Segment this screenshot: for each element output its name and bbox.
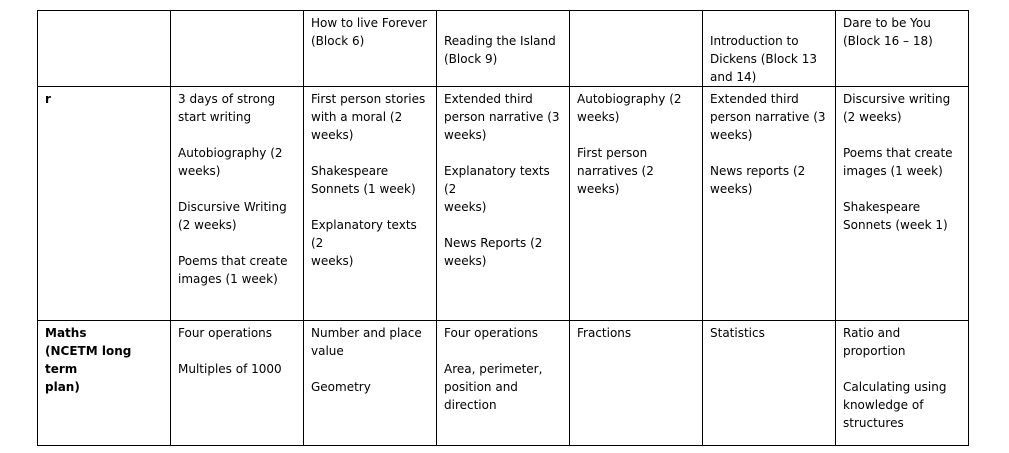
unit-text: News Reports (2 weeks) (444, 236, 543, 268)
curriculum-table (37, 10, 969, 446)
unit-text: Autobiography (2 weeks) (577, 92, 682, 124)
header-cell-block-13-14 (703, 11, 836, 87)
unit-text: Area, perimeter, position and direction (444, 362, 543, 412)
header-text: Dickens (Block 13 (710, 52, 817, 66)
unit-text: 3 days of strong start writing (178, 92, 276, 124)
header-text: Introduction to (710, 34, 799, 48)
table-cell (171, 11, 304, 87)
unit-text: Extended third person narrative (3 weeks) (444, 92, 560, 142)
subject-cell (38, 321, 171, 446)
subject-label: r (45, 92, 51, 106)
header-text: How to live Forever (311, 16, 428, 30)
table-cell (304, 87, 437, 321)
header-cell-block-6 (304, 11, 437, 87)
unit-text: News reports (2 weeks) (710, 164, 806, 196)
header-text: and 14) (710, 70, 757, 84)
table-cell (570, 321, 703, 446)
table-row (38, 321, 969, 446)
unit-text: Explanatory texts (2 weeks) (311, 218, 417, 268)
unit-text: First person stories with a moral (2 weeks) (311, 92, 426, 142)
unit-text: Number and place value (311, 326, 422, 358)
header-text: Dare to be You (843, 16, 931, 30)
unit-text: Discursive writing (2 weeks) (843, 92, 951, 124)
table-cell (836, 87, 969, 321)
unit-text: Poems that create images (1 week) (178, 254, 288, 286)
table-cell (38, 11, 171, 87)
subject-cell (38, 87, 171, 321)
table-cell (703, 321, 836, 446)
table-row (38, 87, 969, 321)
unit-text: Statistics (710, 326, 765, 340)
header-text: (Block 6) (311, 34, 365, 48)
header-cell-block-16-18 (836, 11, 969, 87)
table-cell (703, 87, 836, 321)
table-row (38, 11, 969, 87)
unit-text: Poems that create images (1 week) (843, 146, 953, 178)
header-text: (Block 16 – 18) (843, 34, 933, 48)
header-text (710, 14, 829, 32)
header-text: Reading the Island (444, 34, 556, 48)
header-text: (Block 9) (444, 52, 498, 66)
unit-text: Extended third person narrative (3 weeks) (710, 92, 826, 142)
header-cell-block-9 (437, 11, 570, 87)
table-cell (171, 87, 304, 321)
unit-text: Four operations (444, 326, 539, 340)
unit-text: Autobiography (2 weeks) (178, 146, 283, 178)
unit-text: Explanatory texts (2 weeks) (444, 164, 550, 214)
table-cell (304, 321, 437, 446)
unit-text: Ratio and proportion (843, 326, 906, 358)
table-cell (570, 87, 703, 321)
unit-text: Discursive Writing (2 weeks) (178, 200, 287, 232)
table-cell (437, 321, 570, 446)
unit-text: Multiples of 1000 (178, 362, 282, 376)
unit-text: Four operations (178, 326, 273, 340)
unit-text: Shakespeare Sonnets (week 1) (843, 200, 948, 232)
unit-text: Geometry (311, 380, 371, 394)
header-text (444, 14, 563, 32)
table-cell (437, 87, 570, 321)
table-cell (570, 11, 703, 87)
unit-text: First person narratives (2 weeks) (577, 146, 654, 196)
table-cell (171, 321, 304, 446)
unit-text: Calculating using knowledge of structures (843, 380, 947, 430)
subject-label: Maths (NCETM long term plan) (45, 326, 132, 394)
table-cell (836, 321, 969, 446)
unit-text: Fractions (577, 326, 632, 340)
unit-text: Shakespeare Sonnets (1 week) (311, 164, 416, 196)
